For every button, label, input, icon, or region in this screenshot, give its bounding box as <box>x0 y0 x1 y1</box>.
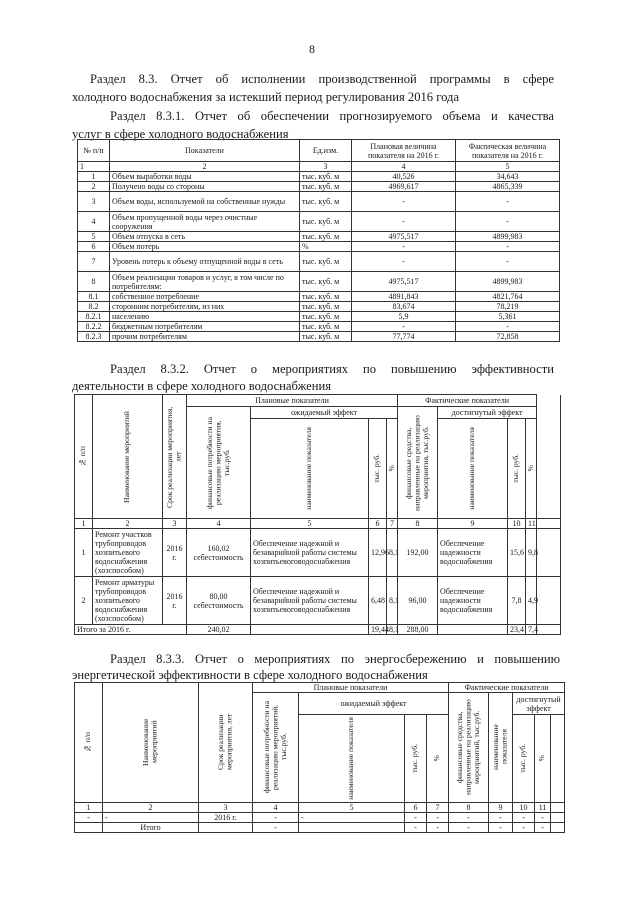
total-effect <box>251 625 369 635</box>
section-8-3-1-heading-line2: услуг в сфере холодного водоснабжения <box>72 127 289 141</box>
row-num: 1 <box>78 172 110 182</box>
header-plan-fin: финансовые потребности на реализацию мероприятий, тыс.руб. <box>261 701 288 794</box>
header-indicator-name-cell <box>251 419 369 519</box>
table-row <box>78 232 560 242</box>
header-indicator-name: наименование показателя <box>346 717 356 800</box>
row-num: 3 <box>78 192 110 212</box>
header-fact-fin-cell <box>398 407 438 519</box>
row-1-fact-effect: Обеспечение надежности водоснабжения <box>438 529 508 577</box>
row-unit: тыс. куб. м <box>300 212 352 232</box>
row-fact: 34,643 <box>456 172 560 182</box>
row-1-fact-rub: 15,6 <box>508 529 526 577</box>
header-indicator: Показатели <box>110 140 300 162</box>
col-number: 3 <box>163 519 187 529</box>
col-number: 11 <box>526 519 537 529</box>
total-pct: - <box>427 822 449 832</box>
row-unit: тыс. куб. м <box>300 182 352 192</box>
col-number: 2 <box>93 519 163 529</box>
table-row <box>78 322 560 332</box>
row-2-plan-fin: 80,00 себестоимость <box>187 577 251 625</box>
total-fact-rub: 23,4 <box>508 625 526 635</box>
header-term-cell <box>163 395 187 519</box>
row-indicator: Объем реализации товаров и услуг, в том числе по потребителям: <box>110 272 300 292</box>
row-1-plan-fin: 160,02 себестоимость <box>187 529 251 577</box>
header-plan-fin-cell <box>253 693 299 803</box>
row-num: 6 <box>78 242 110 252</box>
table-efficiency-measures <box>74 394 561 635</box>
row-plan: - <box>352 252 456 272</box>
row-plan-fin: - <box>253 812 299 822</box>
row-unit: % <box>300 242 352 252</box>
col-number: 9 <box>489 802 513 812</box>
table-production-volume <box>77 139 560 342</box>
header-thous-rub: тыс. руб. <box>372 454 382 483</box>
section-8-3-1-heading-line1: Раздел 8.3.1. Отчет об обеспечении прогнозируемого объема и качества <box>110 109 554 123</box>
header-fact-percent-cell <box>526 419 537 519</box>
section-8-3-2-heading-line2: деятельности в сфере холодного водоснабжения <box>72 379 331 393</box>
header-fact-indicator-name: наименование показателя <box>490 724 509 771</box>
header-fact-percent-cell <box>535 715 551 803</box>
row-unit: тыс. куб. м <box>300 332 352 342</box>
row-2-fact-effect: Обеспечение надежности водоснабжения <box>438 577 508 625</box>
header-name: Наименование мероприятий <box>140 718 159 767</box>
empty-cell <box>537 625 561 635</box>
empty-cell <box>551 802 565 812</box>
row-indicator: бюджетным потребителям <box>110 322 300 332</box>
header-percent-cell <box>387 419 398 519</box>
row-1-rub: 12,96 <box>369 529 387 577</box>
row-fact: 4899,983 <box>456 232 560 242</box>
col-number: 4 <box>253 802 299 812</box>
row-plan: 77,774 <box>352 332 456 342</box>
total-fact-fin: 288,00 <box>398 625 438 635</box>
col-number: 3 <box>300 162 352 172</box>
col-number: 10 <box>513 802 535 812</box>
header-fact-thous-rub: тыс. руб. <box>511 454 521 483</box>
row-fact: 5,361 <box>456 312 560 322</box>
row-1-num: 1 <box>75 529 93 577</box>
row-indicator: Объем воды, используемой на собственные нужды <box>110 192 300 212</box>
row-fact: 4899,983 <box>456 272 560 292</box>
section-8-3-heading-line2: холодного водоснабжения за истекший период регулирования 2016 года <box>72 90 460 104</box>
table-row <box>78 272 560 292</box>
col-number: 6 <box>405 802 427 812</box>
total-fact-effect: - <box>489 822 513 832</box>
col-number: 6 <box>369 519 387 529</box>
row-2-fact-rub: 7,8 <box>508 577 526 625</box>
total-fact-rub: - <box>513 822 535 832</box>
row-num: 8.2.3 <box>78 332 110 342</box>
row-plan: 4891,843 <box>352 292 456 302</box>
row-unit: тыс. куб. м <box>300 172 352 182</box>
header-fact-indicator-name-cell <box>489 693 513 803</box>
row-num: 8.2.2 <box>78 322 110 332</box>
col-number: 2 <box>110 162 300 172</box>
empty-cell <box>551 715 565 803</box>
row-num: 5 <box>78 232 110 242</box>
header-num-cell <box>75 683 103 803</box>
row-pct: - <box>427 812 449 822</box>
row-unit: тыс. куб. м <box>300 292 352 302</box>
table-row <box>78 192 560 212</box>
empty-cell <box>537 529 561 577</box>
col-number: 5 <box>456 162 560 172</box>
row-plan: 4975,517 <box>352 272 456 292</box>
row-effect: - <box>299 812 405 822</box>
row-fact-rub: - <box>513 812 535 822</box>
empty-cell <box>537 519 561 529</box>
row-num: 8 <box>78 272 110 292</box>
row-plan: 4975,517 <box>352 232 456 242</box>
total-fact-fin: - <box>449 822 489 832</box>
row-fact: 4865,339 <box>456 182 560 192</box>
row-plan: 40,526 <box>352 172 456 182</box>
row-num: 8.2.1 <box>78 312 110 322</box>
col-number: 4 <box>352 162 456 172</box>
row-rub: - <box>405 812 427 822</box>
col-number: 1 <box>75 519 93 529</box>
header-name-cell <box>103 683 199 803</box>
row-2-pct: 8,1 <box>387 577 398 625</box>
row-fact: - <box>456 252 560 272</box>
header-percent: % <box>432 755 442 762</box>
header-achieved: достигнутый эффект <box>513 693 565 715</box>
row-unit: тыс. куб. м <box>300 232 352 242</box>
row-indicator: Объем пропущенной воды через очистные сооружения <box>110 212 300 232</box>
row-unit: тыс. куб. м <box>300 302 352 312</box>
table-row <box>78 292 560 302</box>
row-num: 4 <box>78 212 110 232</box>
row-plan: - <box>352 322 456 332</box>
header-thous-rub: тыс. руб. <box>410 744 420 773</box>
header-num: № п/п <box>83 731 93 753</box>
total-rub: 19,44 <box>369 625 387 635</box>
header-fact-thous-rub: тыс. руб. <box>518 744 528 773</box>
table-row <box>78 312 560 322</box>
col-number: 10 <box>508 519 526 529</box>
header-num: № п/п <box>78 445 88 468</box>
header-fact-group: Фактические показатели <box>398 395 537 407</box>
header-fact-thous-rub-cell <box>508 419 526 519</box>
row-plan: 4969,617 <box>352 182 456 192</box>
row-2-fact-fin: 96,00 <box>398 577 438 625</box>
header-unit: Ед.изм. <box>300 140 352 162</box>
table-energy-saving-measures <box>74 682 565 833</box>
header-fact-thous-rub-cell <box>513 715 535 803</box>
total-empty <box>75 822 103 832</box>
row-num: 2 <box>78 182 110 192</box>
header-percent: % <box>386 465 396 472</box>
row-fact-effect: - <box>489 812 513 822</box>
row-unit: тыс. куб. м <box>300 192 352 212</box>
total-fact-pct: 7,4 <box>526 625 537 635</box>
total-plan-fin: - <box>253 822 299 832</box>
row-fact: 72,858 <box>456 332 560 342</box>
total-label: Итого <box>103 822 199 832</box>
page-number: 8 <box>309 42 315 56</box>
header-expected: ожидаемый эффект <box>251 407 398 419</box>
col-number: 3 <box>199 802 253 812</box>
row-1-name: Ремонт участков трубопроводов хозпитьевого водоснабжения (хозспособом) <box>93 529 163 577</box>
header-fact-indicator-name-cell <box>438 419 508 519</box>
table-row <box>78 212 560 232</box>
col-number: 9 <box>438 519 508 529</box>
table-row <box>78 302 560 312</box>
row-1-term: 2016 г. <box>163 529 187 577</box>
row-1-fact-fin: 192,00 <box>398 529 438 577</box>
table-row <box>78 252 560 272</box>
col-number: 1 <box>75 802 103 812</box>
row-indicator: Объем выработки воды <box>110 172 300 182</box>
row-plan: - <box>352 192 456 212</box>
header-fact-indicator-name: наименование показателя <box>467 427 477 510</box>
row-1-effect: Обеспечение надежной и безаварийной работы системы хозпитьевоговодоснабжения <box>251 529 369 577</box>
empty-cell <box>537 395 561 519</box>
table-row <box>78 242 560 252</box>
header-num-cell <box>75 395 93 519</box>
row-num: 8.1 <box>78 292 110 302</box>
table-row <box>78 332 560 342</box>
section-8-3-3-heading-line2: энергетической эффективности в сфере холодного водоснабжения <box>72 668 428 682</box>
header-fact-percent: % <box>525 465 535 472</box>
header-term-cell <box>199 683 253 803</box>
row-1-pct: 8,1 <box>387 529 398 577</box>
header-plan-fin: финансовые потребности на реализацию мероприятия, тыс.руб. <box>204 416 231 509</box>
empty-cell <box>551 822 565 832</box>
total-effect <box>299 822 405 832</box>
header-indicator-name-cell <box>299 715 405 803</box>
col-number: 11 <box>535 802 551 812</box>
col-number: 5 <box>251 519 369 529</box>
total-term <box>199 822 253 832</box>
row-2-rub: 6,48 <box>369 577 387 625</box>
row-2-effect: Обеспечение надежной и безаварийной работы системы хозпитьевоговодоснабжения <box>251 577 369 625</box>
col-number: 8 <box>398 519 438 529</box>
header-fact: Фактическая величина показателя на 2016 г. <box>456 140 560 162</box>
header-name: Наименование мероприятий <box>122 410 132 503</box>
header-thous-rub-cell <box>405 715 427 803</box>
total-pct: 8,1 <box>387 625 398 635</box>
header-term: Срок реализации мероприятия, лет <box>215 714 234 771</box>
row-fact: 4821,764 <box>456 292 560 302</box>
table-row <box>78 182 560 192</box>
total-fact-pct: - <box>535 822 551 832</box>
header-fact-fin: финансовые средства, направленные на реализацию мероприятия, тыс.руб. <box>403 414 430 511</box>
row-plan: - <box>352 212 456 232</box>
header-plan-fin-cell <box>187 407 251 519</box>
row-1-fact-pct: 9,8 <box>526 529 537 577</box>
header-fact-fin: финансовые средства, направленные на реализацию мероприятий, тыс.руб. <box>454 699 481 796</box>
section-8-3-heading-line1: Раздел 8.3. Отчет об исполнении производственной программы в сфере <box>90 72 554 86</box>
row-indicator: Объем отпуска в сеть <box>110 232 300 242</box>
header-num: № п/п <box>78 140 110 162</box>
row-indicator: населению <box>110 312 300 322</box>
row-2-name: Ремонт арматуры трубопроводов хозпитьевого водоснабжения (хозспособом) <box>93 577 163 625</box>
header-fact-fin-cell <box>449 693 489 803</box>
section-8-3-2-heading-line1: Раздел 8.3.2. Отчет о мероприятиях по повышению эффективности <box>110 362 554 376</box>
col-number: 1 <box>78 162 110 172</box>
row-indicator: Объем потерь <box>110 242 300 252</box>
row-unit: тыс. куб. м <box>300 252 352 272</box>
col-number: 7 <box>387 519 398 529</box>
header-percent-cell <box>427 715 449 803</box>
header-plan-group: Плановые показатели <box>253 683 449 693</box>
row-indicator: Уровень потерь к объему отпущенной воды в сеть <box>110 252 300 272</box>
col-number: 7 <box>427 802 449 812</box>
row-indicator: сторонним потребителям, из них <box>110 302 300 312</box>
row-2-fact-pct: 4,9 <box>526 577 537 625</box>
row-fact: - <box>456 192 560 212</box>
row-indicator: собственное потребление <box>110 292 300 302</box>
table-row <box>78 172 560 182</box>
col-number: 8 <box>449 802 489 812</box>
col-number: 5 <box>299 802 405 812</box>
row-num: - <box>75 812 103 822</box>
header-thous-rub-cell <box>369 419 387 519</box>
row-num: 8.2 <box>78 302 110 312</box>
row-plan: 83,674 <box>352 302 456 312</box>
row-2-term: 2016 г. <box>163 577 187 625</box>
row-unit: тыс. куб. м <box>300 312 352 322</box>
col-number: 2 <box>103 802 199 812</box>
header-indicator-name: наименование показателя <box>304 427 314 510</box>
row-num: 7 <box>78 252 110 272</box>
row-fact: 78,219 <box>456 302 560 312</box>
row-plan: 5,9 <box>352 312 456 322</box>
row-unit: тыс. куб. м <box>300 322 352 332</box>
row-indicator: прочим потребителям <box>110 332 300 342</box>
row-fact-fin: - <box>449 812 489 822</box>
row-2-num: 2 <box>75 577 93 625</box>
row-term: 2016 г. <box>199 812 253 822</box>
header-expected: ожидаемый эффект <box>299 693 449 715</box>
row-plan: - <box>352 242 456 252</box>
row-fact: - <box>456 212 560 232</box>
header-plan-group: Плановые показатели <box>187 395 398 407</box>
empty-cell <box>537 577 561 625</box>
total-label: Итого за 2016 г. <box>75 625 187 635</box>
row-unit: тыс. куб. м <box>300 272 352 292</box>
total-fact-effect <box>438 625 508 635</box>
header-name-cell <box>93 395 163 519</box>
section-8-3-3-heading-line1: Раздел 8.3.3. Отчет о мероприятиях по энергосбережению и повышению <box>110 652 560 666</box>
empty-cell <box>551 812 565 822</box>
row-fact: - <box>456 242 560 252</box>
row-fact-pct: - <box>535 812 551 822</box>
col-number: 4 <box>187 519 251 529</box>
header-fact-percent: % <box>537 755 547 762</box>
total-plan-fin: 240,02 <box>187 625 251 635</box>
header-achieved: достигнутый эффект <box>438 407 537 419</box>
header-term: Срок реализации мероприятия, лет <box>164 405 183 508</box>
row-fact: - <box>456 322 560 332</box>
row-name: - <box>103 812 199 822</box>
row-indicator: Получено воды со стороны <box>110 182 300 192</box>
header-plan: Плановая величина показателя на 2016 г. <box>352 140 456 162</box>
header-fact-group: Фактические показатели <box>449 683 565 693</box>
total-rub: - <box>405 822 427 832</box>
